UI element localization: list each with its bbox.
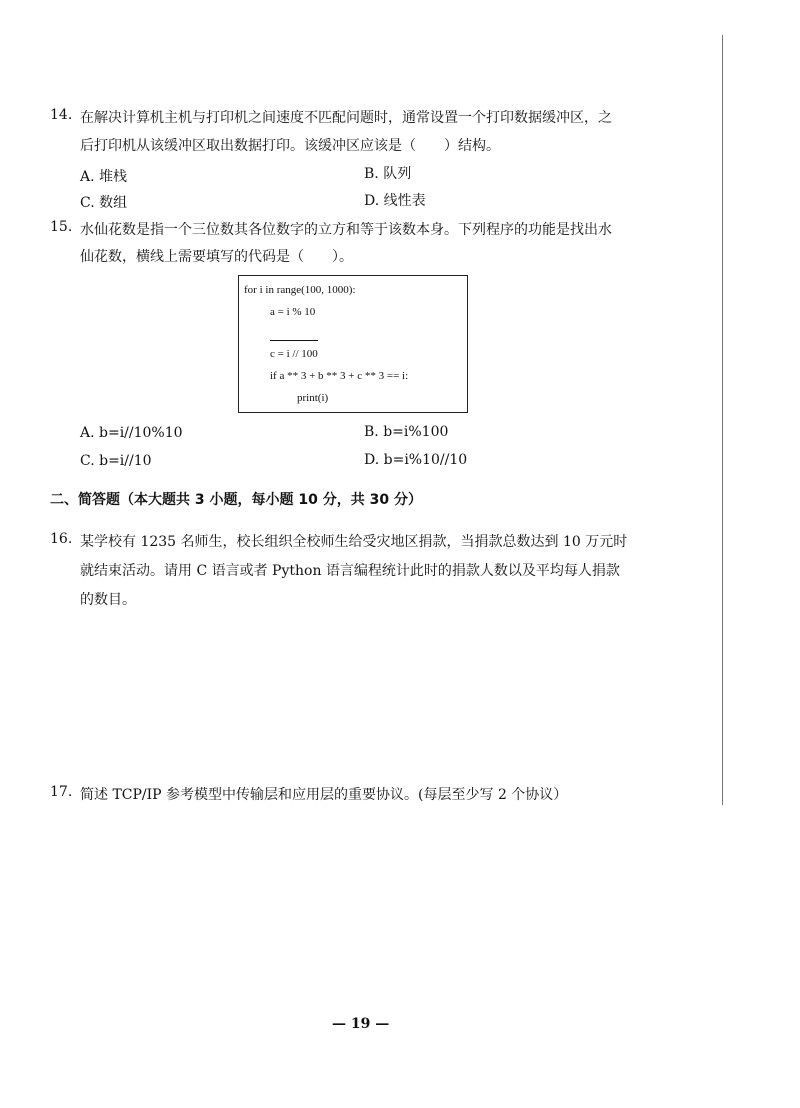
question-number: 16. — [50, 531, 73, 547]
question-number: 14. — [50, 107, 73, 123]
option-c: C. 数组 — [80, 195, 128, 211]
question-text-line: 水仙花数是指一个三位数其各位数字的立方和等于该数本身。下列程序的功能是找出水 — [80, 222, 612, 238]
code-line: for i in range(100, 1000): — [244, 284, 356, 296]
page-number: — 19 — — [332, 1016, 390, 1032]
question-text-line: 后打印机从该缓冲区取出数据打印。该缓冲区应该是（ ）结构。 — [80, 138, 500, 154]
question-number: 15. — [50, 219, 73, 235]
question-text-line: 的数目。 — [80, 592, 136, 608]
option-d: D. 线性表 — [364, 193, 426, 209]
option-a: A. 堆栈 — [80, 169, 128, 185]
code-line: a = i % 10 — [270, 306, 316, 318]
question-text-line: 某学校有 1235 名师生，校长组织全校师生给受灾地区捐款，当捐款总数达到 10 万元时 — [80, 534, 628, 550]
option-b: B. 队列 — [364, 166, 412, 182]
question-number: 17. — [50, 784, 73, 800]
code-line: c = i // 100 — [270, 348, 318, 360]
section-heading: 二、简答题（本大题共 3 小题，每小题 10 分，共 30 分） — [50, 492, 422, 508]
margin-rule — [722, 35, 723, 805]
option-a: A. b=i//10%10 — [80, 425, 183, 441]
option-b: B. b=i%100 — [364, 424, 449, 440]
option-c: C. b=i//10 — [80, 453, 152, 469]
question-text-line: 在解决计算机主机与打印机之间速度不匹配问题时，通常设置一个打印数据缓冲区，之 — [80, 110, 612, 126]
question-text-line: 简述 TCP/IP 参考模型中传输层和应用层的重要协议。(每层至少写 2 个协议） — [80, 787, 568, 803]
option-d: D. b=i%10//10 — [364, 452, 468, 468]
code-line: print(i) — [297, 392, 329, 404]
question-text-line: 就结束活动。请用 C 语言或者 Python 语言编程统计此时的捐款人数以及平均每人捐款 — [80, 563, 620, 579]
code-line: if a ** 3 + b ** 3 + c ** 3 == i: — [270, 370, 409, 382]
code-blank-line — [270, 340, 318, 341]
question-text-line: 仙花数，横线上需要填写的代码是（ ）。 — [80, 249, 353, 265]
